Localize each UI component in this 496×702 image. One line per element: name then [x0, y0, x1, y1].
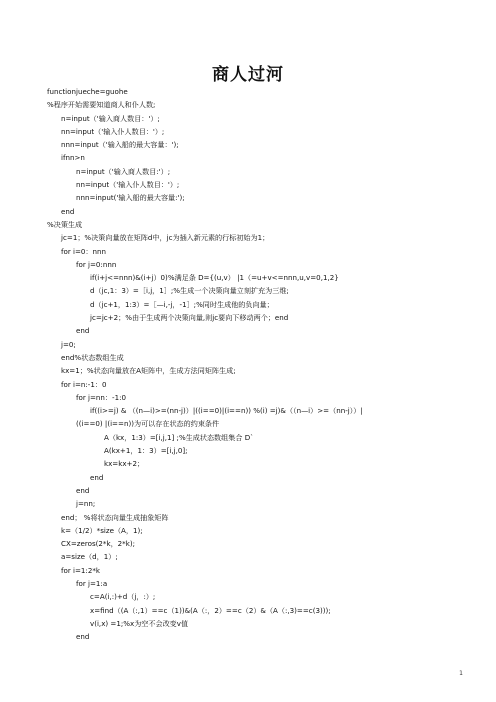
- code-line: ifnn>n: [61, 153, 85, 163]
- code-line: k=（1/2）*size（A，1);: [61, 525, 143, 535]
- code-line: A（kx，1:3）=[i,j,1] ;%生成状态数组集合 D`: [104, 432, 254, 442]
- code-line: v(i,x) =1;%x为空不会改变v值: [90, 618, 189, 628]
- code-line: jc=jc+2；%由于生成两个决策向量,则jc要向下移动两个；end: [90, 313, 289, 323]
- code-line: end: [76, 326, 90, 336]
- code-line: n=input（'输入商人数目：'）;: [61, 113, 160, 123]
- code-line: end%状态数组生成: [61, 352, 124, 362]
- code-line: functionjueche=guohe: [47, 87, 128, 96]
- code-line: CX=zeros(2*k，2*k);: [61, 539, 135, 549]
- code-line: for i=0：nnn: [61, 246, 107, 256]
- code-line: %决策生成: [47, 219, 83, 229]
- code-line: j=0;: [61, 339, 76, 349]
- code-line: %程序开始需要知道商人和仆人数;: [47, 100, 156, 110]
- code-line: nnn=input('输入船的最大容量:');: [76, 193, 185, 203]
- code-line: kx=1；%状态向量放在A矩阵中，生成方法同矩阵生成;: [61, 366, 236, 376]
- code-line: A(kx+1，1：3）=[i,j,0];: [104, 446, 188, 456]
- code-line: for j=1:a: [76, 578, 108, 588]
- code-line: jc=1；%决策向量放在矩阵d中，jc为插入新元素的行标初始为1；: [61, 233, 270, 243]
- code-line: end: [76, 485, 90, 495]
- code-line: end: [90, 472, 104, 482]
- code-line: n=input（'输入商人数目:'）;: [76, 166, 171, 176]
- page-number: 1: [459, 670, 463, 677]
- code-line: kx=kx+2；: [104, 459, 145, 469]
- code-line: for i=n:-1：0: [61, 379, 107, 389]
- code-line: a=size（d，1）;: [61, 552, 118, 562]
- code-line: j=nn;: [76, 499, 96, 509]
- code-line: if((i>=j) & （(n—i)>=(nn-j)）|((i==0)|(i==n)) %(i) =j)&（（n—i）>=（nn-j））|: [90, 406, 363, 416]
- code-line: if(i+j<=nnn)&(i+j）0)%满足条 D={(u,v） |1（=u+v<=nnn,u,v=0,1,2}: [90, 273, 339, 283]
- code-line: nnn=input（'输入船的最大容量：');: [61, 140, 179, 150]
- code-line: end: [76, 632, 90, 642]
- code-line: c=A(i,:)+d（j，:）;: [90, 592, 156, 602]
- code-line: for j=nn：-1:0: [76, 392, 126, 402]
- code-line: x=find（(A（:,1）==c（1))&(A（:，2）==c（2）&（A（:,3)==c(3)));: [90, 605, 331, 615]
- code-line: d（jc,1：3）=［i,j，1］;%生成一个决策向量立刻扩充为三维;: [90, 286, 289, 296]
- code-line: for j=0:nnn: [76, 259, 117, 269]
- code-line: nn=input（'输入仆人数目：'）;: [61, 126, 165, 136]
- code-line: nn=input（'输入仆人数目：'）;: [76, 180, 180, 190]
- code-line: for i=1:2*k: [61, 565, 100, 575]
- page-title: 商人过河: [212, 65, 284, 85]
- code-line: end: [61, 206, 75, 216]
- code-listing: [47, 85, 467, 643]
- code-line: d（jc+1，1:3）=［—i,-j，-1］;%同时生成他的负向量；: [90, 299, 274, 309]
- code-line: ((i==0) |(i==n))为可以存在状态的约束条件: [76, 419, 220, 429]
- code-line: end； %将状态向量生成抽象矩阵: [61, 512, 169, 522]
